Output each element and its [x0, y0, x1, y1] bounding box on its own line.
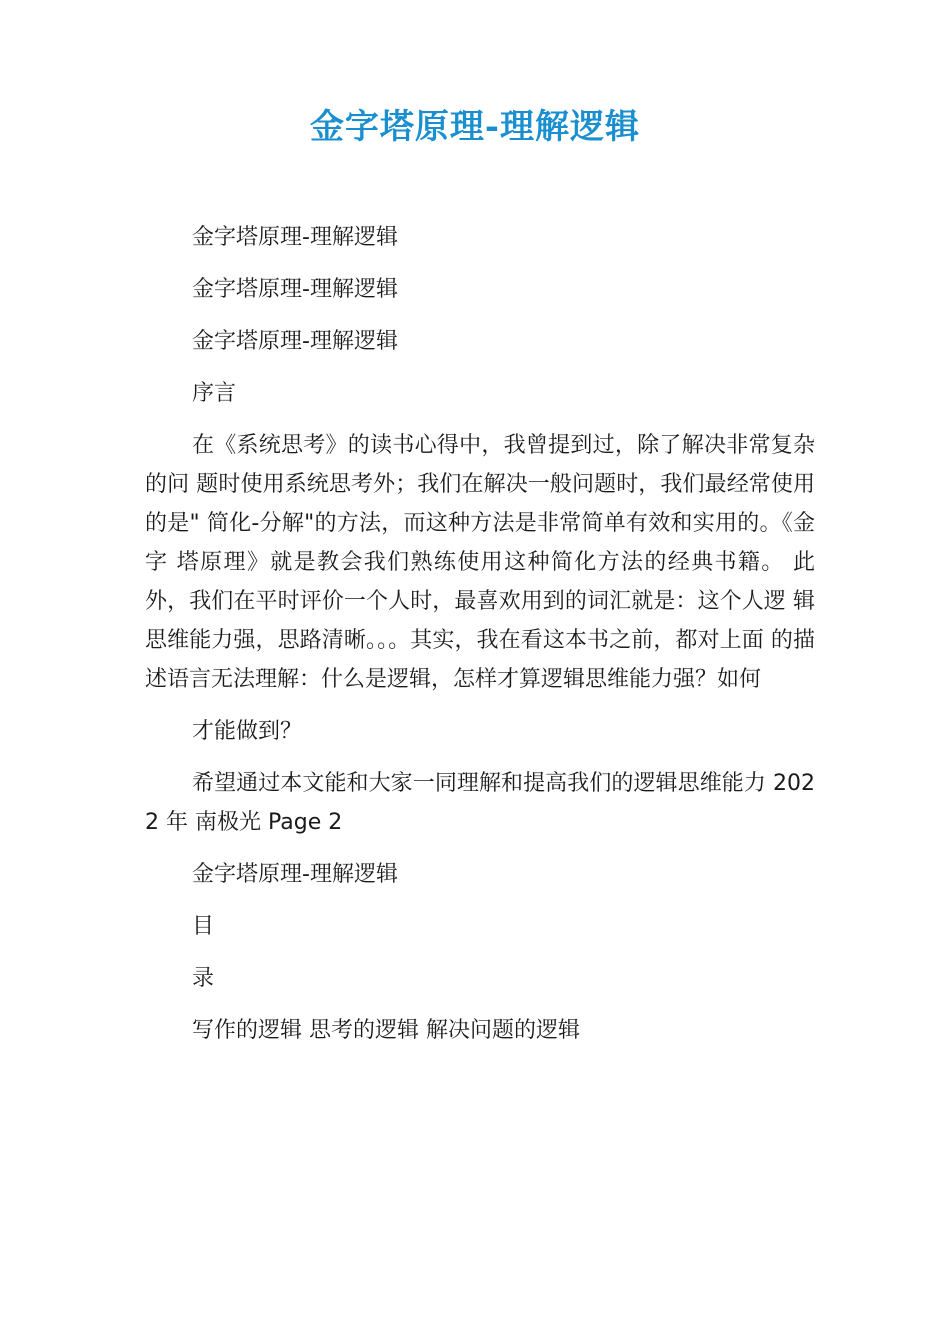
document-body [145, 218, 815, 1063]
paragraph-page2-heading: 金字塔原理-理解逻辑 [192, 862, 398, 887]
paragraph-heading-repeat-2: 金字塔原理-理解逻辑 [192, 277, 398, 302]
document-title: 金字塔原理-理解逻辑 [309, 107, 641, 147]
paragraph-preface-continued: 才能做到？ [192, 719, 303, 744]
paragraph-heading-repeat-3: 金字塔原理-理解逻辑 [192, 329, 398, 354]
paragraph-toc-label-2: 录 [192, 966, 215, 991]
paragraph-heading-repeat-1: 金字塔原理-理解逻辑 [192, 225, 398, 250]
paragraph-preface-label: 序言 [192, 381, 237, 406]
paragraph-preface-closing: 希望通过本文能和大家一同理解和提高我们的逻辑思维能力 2022 年 南极光 Page 2 [145, 771, 815, 835]
paragraph-toc-entries: 写作的逻辑 思考的逻辑 解决问题的逻辑 [192, 1018, 580, 1043]
paragraph-preface-body: 在《系统思考》的读书心得中，我曾提到过，除了解决非常复杂的问 题时使用系统思考外；我们在解决一般问题时，我们最经常使用的是" 简化-分解"的方法，而这种方法是非常简单有效和实用的。《金字 塔原理》就是教会我们熟练使用这种简化方法的经典书籍。 此外，我们在平时评价一个人时，最喜欢用到的词汇就是：这个人逻 辑思维能力强，思路清晰。。。其实，我在看这本书之前，都对上面 的描述语言无法理解：什么是逻辑，怎样才算逻辑思维能力强？如何 [145, 433, 815, 692]
paragraph-toc-label-1: 目 [192, 914, 215, 939]
